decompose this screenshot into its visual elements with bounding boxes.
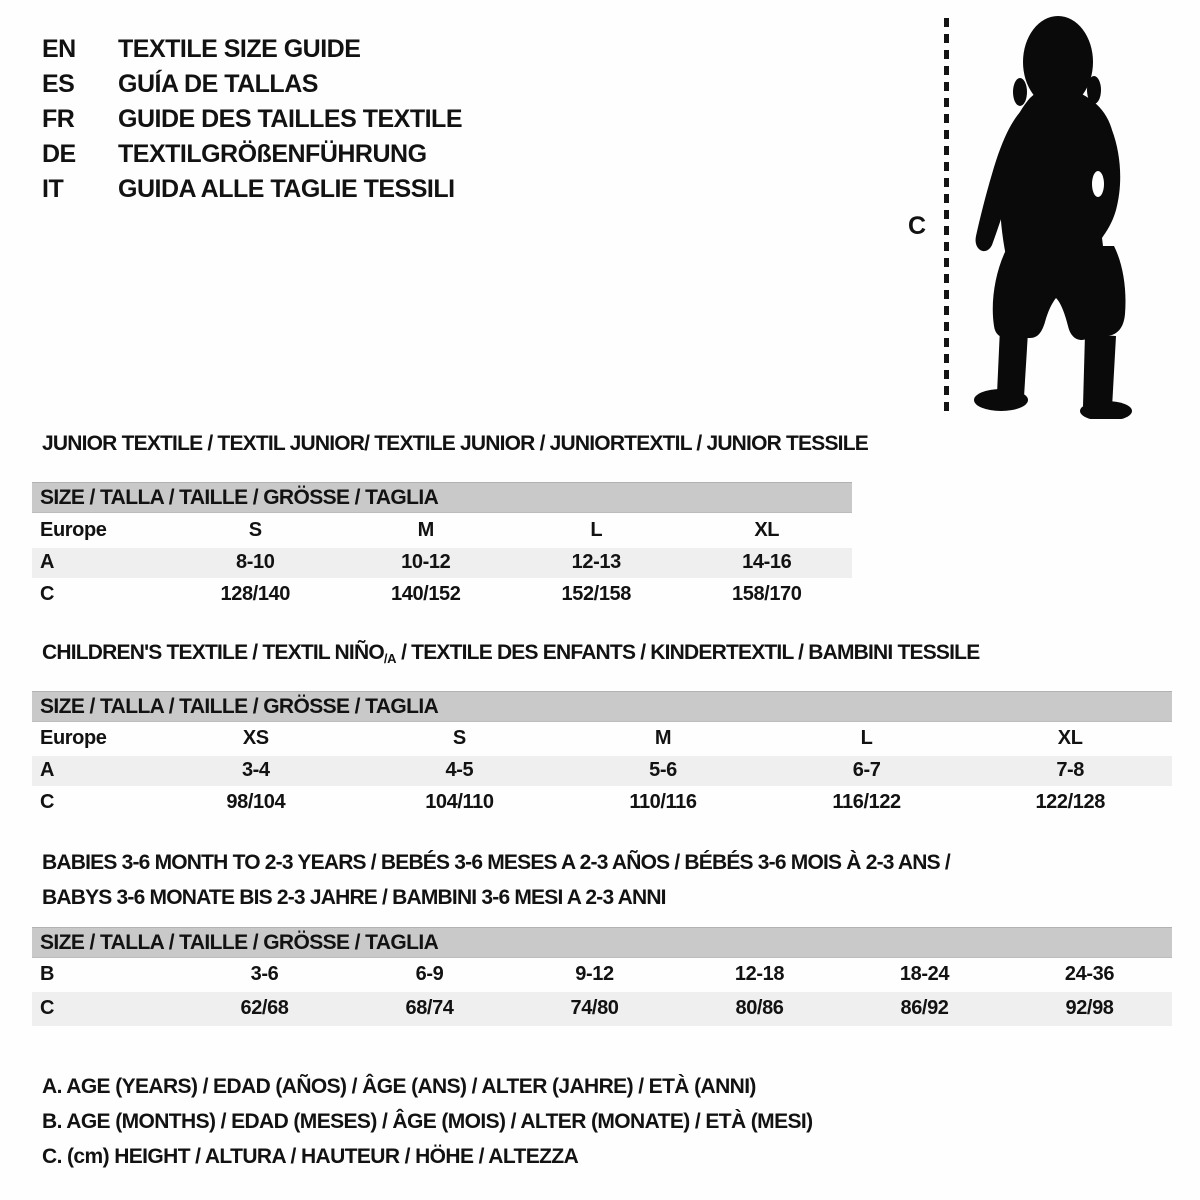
- table-row-height: [32, 786, 1172, 819]
- guide-title-de: TEXTILGRÖßENFÜHRUNG: [118, 140, 427, 168]
- value-cell: 68/74: [347, 992, 512, 1026]
- value-cell: 7-8: [968, 756, 1172, 786]
- value-cell: 6-7: [765, 756, 969, 786]
- children-section-title: [42, 641, 979, 665]
- value-cell: 98/104: [226, 790, 286, 813]
- guide-title-es: GUÍA DE TALLAS: [118, 70, 318, 98]
- value-cell: 110/116: [629, 790, 697, 813]
- size-cell: XL: [754, 518, 780, 541]
- size-cell: S: [248, 518, 262, 541]
- measurement-legend: [42, 1069, 813, 1174]
- size-header-bar: SIZE / TALLA / TAILLE / GRÖSSE / TAGLIA: [32, 692, 1172, 722]
- value-cell: 12-18: [734, 963, 785, 986]
- height-measure-label: C: [908, 212, 927, 240]
- value-cell: 152/158: [561, 582, 631, 605]
- value-cell: 128/140: [220, 582, 290, 605]
- table-row-age: [32, 756, 1172, 786]
- lang-row-es: [42, 67, 462, 102]
- children-size-table: [32, 691, 1172, 819]
- value-cell: 92/98: [1007, 992, 1172, 1026]
- value-cell: 3-6: [250, 963, 279, 986]
- size-cell: M: [417, 518, 434, 541]
- value-cell: 14-16: [682, 548, 853, 578]
- lang-code: DE: [42, 140, 76, 168]
- row-label: Europe: [40, 518, 107, 541]
- value-cell: 86/92: [842, 992, 1007, 1026]
- guide-title-en: TEXTILE SIZE GUIDE: [118, 35, 361, 63]
- row-label: B: [40, 963, 55, 986]
- value-cell: 9-12: [575, 963, 614, 986]
- children-title-rest: / TEXTILE DES ENFANTS / KINDERTEXTIL / BAMBINI TESSILE: [396, 641, 980, 664]
- children-title-subscript: /A: [383, 651, 397, 666]
- table-row-months: [32, 958, 1172, 992]
- legend-line-a: A. AGE (YEARS) / EDAD (AÑOS) / ÂGE (ANS) / ALTER (JAHRE) / ETÀ (ANNI): [42, 1075, 756, 1098]
- lang-code: ES: [42, 70, 75, 98]
- row-label: A: [32, 756, 154, 786]
- size-header-bar: SIZE / TALLA / TAILLE / GRÖSSE / TAGLIA: [32, 928, 1172, 958]
- size-cell: XS: [242, 727, 269, 750]
- table-row-europe: [32, 513, 852, 548]
- value-cell: 4-5: [358, 756, 562, 786]
- value-cell: 80/86: [677, 992, 842, 1026]
- children-title-main: CHILDREN'S TEXTILE / TEXTIL NIÑO: [42, 641, 384, 664]
- table-row-age: [32, 548, 852, 578]
- lang-row-it: [42, 172, 462, 207]
- value-cell: 5-6: [561, 756, 765, 786]
- table-row-europe: [32, 722, 1172, 756]
- size-cell: L: [590, 518, 603, 541]
- row-label: C: [40, 582, 55, 605]
- lang-row-de: [42, 137, 462, 172]
- value-cell: 158/170: [732, 582, 802, 605]
- junior-section-title: JUNIOR TEXTILE / TEXTIL JUNIOR/ TEXTILE JUNIOR / JUNIORTEXTIL / JUNIOR TESSILE: [42, 432, 868, 455]
- size-header-bar: SIZE / TALLA / TAILLE / GRÖSSE / TAGLIA: [32, 483, 852, 513]
- guide-title-fr: GUIDE DES TAILLES TEXTILE: [118, 105, 463, 133]
- guide-title-it: GUIDA ALLE TAGLIE TESSILI: [118, 175, 455, 203]
- table-row-height: [32, 992, 1172, 1026]
- row-label: C: [32, 992, 182, 1026]
- value-cell: 3-4: [154, 756, 358, 786]
- size-cell: L: [860, 727, 873, 750]
- babies-size-table: [32, 927, 1172, 1026]
- baby-silhouette-icon: [966, 14, 1136, 419]
- value-cell: 140/152: [391, 582, 461, 605]
- value-cell: 74/80: [512, 992, 677, 1026]
- value-cell: 116/122: [832, 790, 901, 813]
- lang-code: FR: [42, 105, 75, 133]
- lang-row-fr: [42, 102, 462, 137]
- legend-line-c: C. (cm) HEIGHT / ALTURA / HAUTEUR / HÖHE / ALTEZZA: [42, 1145, 579, 1168]
- value-cell: 18-24: [899, 963, 950, 986]
- junior-size-table: [32, 482, 852, 611]
- table-row-height: [32, 578, 852, 611]
- value-cell: 104/110: [425, 790, 494, 813]
- value-cell: 12-13: [511, 548, 682, 578]
- value-cell: 122/128: [1035, 790, 1105, 813]
- size-cell: S: [452, 727, 466, 750]
- lang-row-en: [42, 32, 462, 67]
- value-cell: 24-36: [1064, 963, 1115, 986]
- value-cell: 10-12: [341, 548, 512, 578]
- babies-section-title-line1: BABIES 3-6 MONTH TO 2-3 YEARS / BEBÉS 3-6 MESES A 2-3 AÑOS / BÉBÉS 3-6 MOIS À 2-3 ANS /: [42, 851, 950, 874]
- babies-section-title-line2: BABYS 3-6 MONATE BIS 2-3 JAHRE / BAMBINI 3-6 MESI A 2-3 ANNI: [42, 886, 666, 909]
- row-label: Europe: [40, 727, 107, 750]
- language-title-list: [42, 32, 462, 207]
- height-dashed-line: [944, 18, 949, 416]
- size-cell: M: [654, 727, 672, 750]
- row-label: C: [40, 790, 55, 813]
- lang-code: IT: [42, 175, 64, 203]
- size-cell: XL: [1057, 727, 1083, 750]
- row-label: A: [32, 548, 170, 578]
- value-cell: 6-9: [415, 963, 444, 986]
- value-cell: 8-10: [170, 548, 341, 578]
- legend-line-b: B. AGE (MONTHS) / EDAD (MESES) / ÂGE (MOIS) / ALTER (MONATE) / ETÀ (MESI): [42, 1110, 813, 1133]
- lang-code: EN: [42, 35, 76, 63]
- value-cell: 62/68: [182, 992, 347, 1026]
